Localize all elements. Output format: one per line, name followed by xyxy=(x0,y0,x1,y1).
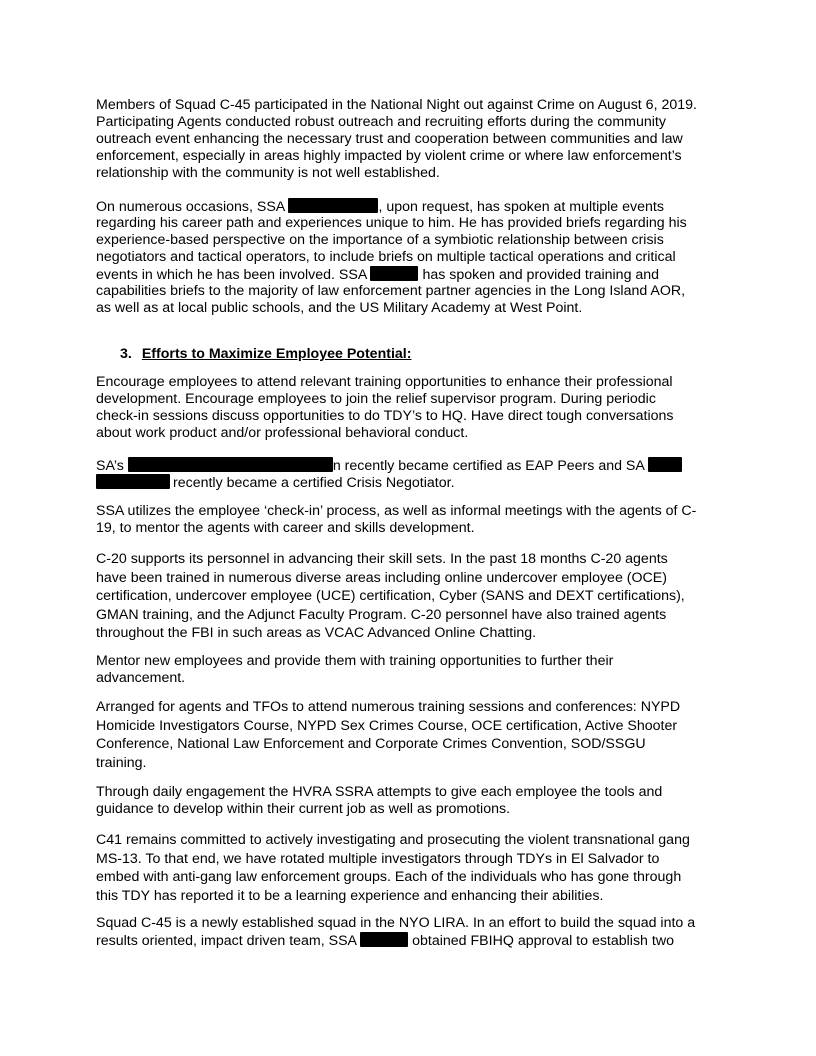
text-segment: n recently became certified as EAP Peers and SA xyxy=(332,458,645,474)
text-segment: events in which he has been involved. SSA xyxy=(96,267,367,283)
text-line xyxy=(96,457,722,474)
redaction-box xyxy=(288,198,378,213)
text-segment: recently became a certified Crisis Negotiator. xyxy=(173,475,455,491)
text-line: check-in sessions discuss opportunities to do TDY’s to HQ. Have direct tough conversations xyxy=(96,408,674,424)
paragraph-mentor xyxy=(96,653,722,687)
text-line: experience-based perspective on the importance of a symbiotic relationship between crisis xyxy=(96,232,664,248)
redaction-box xyxy=(96,474,170,489)
text-line: outreach event enhancing the necessary trust and cooperation between communities and law xyxy=(96,131,683,147)
text-segment: obtained FBIHQ approval to establish two xyxy=(412,933,674,949)
paragraph-ssa-briefs xyxy=(96,198,722,317)
text-line xyxy=(96,932,722,949)
section-number: 3. xyxy=(120,346,132,362)
paragraph-c20-skills xyxy=(96,551,722,644)
text-line: Arranged for agents and TFOs to attend numerous training sessions and conferences: NYPD xyxy=(96,699,681,715)
text-line: C41 remains committed to actively investigating and prosecuting the violent transnational gang xyxy=(96,832,690,848)
text-line: advancement. xyxy=(96,670,186,686)
text-line: regarding his career path and experiences unique to him. He has provided briefs regarding his xyxy=(96,215,687,231)
text-line: Homicide Investigators Course, NYPD Sex Crimes Course, OCE certification, Active Shooter xyxy=(96,717,678,734)
paragraph-check-in xyxy=(96,503,722,537)
text-line: capabilities briefs to the majority of law enforcement partner agencies in the Long Island AOR, xyxy=(96,283,686,299)
section-heading xyxy=(120,346,411,363)
text-line xyxy=(96,474,722,491)
redaction-box xyxy=(370,266,418,281)
text-segment: SA’s xyxy=(96,458,124,474)
text-segment: results oriented, impact driven team, SSA xyxy=(96,933,357,949)
paragraph-squad-c45 xyxy=(96,915,722,949)
text-line: Participating Agents conducted robust outreach and recruiting efforts during the community xyxy=(96,114,666,130)
redaction-box xyxy=(360,932,408,947)
text-line xyxy=(96,198,722,215)
text-line: certification, undercover employee (UCE) certification, Cyber (SANS and DEXT certifications), xyxy=(96,588,685,604)
text-line: this TDY has reported it to be a learning experience and enhancing their abilities. xyxy=(96,887,604,904)
text-line: Members of Squad C-45 participated in the National Night out against Crime on August 6, 2019. xyxy=(96,97,697,113)
paragraph-eap-peers xyxy=(96,457,722,491)
text-line: embed with anti-gang law enforcement groups. Each of the individuals who has gone through xyxy=(96,869,682,885)
paragraph-encourage-employees xyxy=(96,374,722,442)
text-line: negotiators and tactical operators, to include briefs on multiple tactical operations and critical xyxy=(96,249,676,265)
text-line: have been trained in numerous diverse areas including online undercover employee (OCE) xyxy=(96,569,667,586)
paragraph-hvra xyxy=(96,784,722,818)
text-line xyxy=(96,266,722,283)
text-line: Conference, National Law Enforcement and Corporate Crimes Convention, SOD/SSGU xyxy=(96,736,646,752)
section-title: Efforts to Maximize Employee Potential: xyxy=(141,346,412,362)
text-line: guidance to develop within their current job as well as promotions. xyxy=(96,801,511,817)
redaction-box xyxy=(128,457,333,472)
text-line: Through daily engagement the HVRA SSRA attempts to give each employee the tools and xyxy=(96,784,663,800)
text-line: as well as at local public schools, and the US Military Academy at West Point. xyxy=(96,300,583,316)
text-line: SSA utilizes the employee ‘check-in’ process, as well as informal meetings with the agents of C- xyxy=(96,503,697,519)
text-line: MS-13. To that end, we have rotated multiple investigators through TDYs in El Salvador to xyxy=(96,850,660,867)
text-line: development. Encourage employees to join the relief supervisor program. During periodic xyxy=(96,391,656,407)
text-line: C-20 supports its personnel in advancing their skill sets. In the past 18 months C-20 agents xyxy=(96,551,668,567)
text-line: 19, to mentor the agents with career and skills development. xyxy=(96,520,475,536)
text-segment: has spoken and provided training and xyxy=(422,267,660,283)
text-line: Mentor new employees and provide them with training opportunities to further their xyxy=(96,653,614,669)
text-line: throughout the FBI in such areas as VCAC Advanced Online Chatting. xyxy=(96,625,537,641)
text-line: about work product and/or professional behavioral conduct. xyxy=(96,425,469,441)
text-line: Encourage employees to attend relevant training opportunities to enhance their professional xyxy=(96,374,673,390)
text-line: GMAN training, and the Adjunct Faculty Program. C-20 personnel have also trained agents xyxy=(96,606,667,623)
text-segment: , upon request, has spoken at multiple events xyxy=(378,199,664,215)
text-segment: On numerous occasions, SSA xyxy=(96,199,285,215)
text-line: Squad C-45 is a newly established squad in the NYO LIRA. In an effort to build the squad into a xyxy=(96,915,696,931)
text-line: enforcement, especially in areas highly impacted by violent crime or where law enforcement’s xyxy=(96,148,682,164)
text-line: training. xyxy=(96,754,147,771)
paragraph-c41-ms13 xyxy=(96,832,722,906)
paragraph-national-night-out xyxy=(96,97,722,182)
paragraph-training-sessions xyxy=(96,699,722,773)
redaction-box xyxy=(648,457,682,472)
text-line: relationship with the community is not well established. xyxy=(96,165,440,181)
